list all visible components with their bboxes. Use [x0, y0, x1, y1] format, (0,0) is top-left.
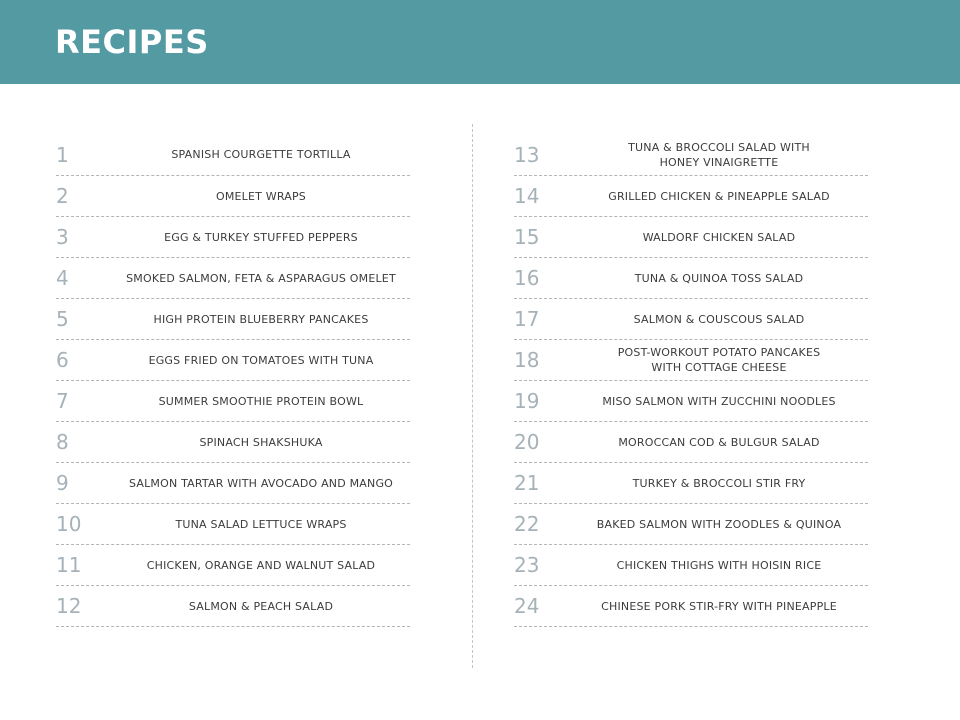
- recipe-row: [56, 176, 410, 217]
- recipe-number: 16: [514, 266, 540, 290]
- recipe-name: CHICKEN, ORANGE AND WALNUT SALAD: [146, 558, 376, 572]
- recipe-number: 24: [514, 594, 540, 618]
- recipe-number: 21: [514, 471, 540, 495]
- recipe-name: HIGH PROTEIN BLUEBERRY PANCAKES: [153, 312, 369, 326]
- recipe-row: [514, 586, 868, 627]
- recipe-row: [56, 340, 410, 381]
- recipe-name: TUNA & QUINOA TOSS SALAD: [634, 271, 804, 285]
- recipe-name: BAKED SALMON WITH ZOODLES & QUINOA: [596, 517, 842, 531]
- recipe-row: [56, 463, 410, 504]
- recipe-name: TURKEY & BROCCOLI STIR FRY: [632, 476, 806, 490]
- recipe-number: 22: [514, 512, 540, 536]
- recipe-name: MOROCCAN COD & BULGUR SALAD: [618, 435, 820, 449]
- recipe-number: 5: [56, 307, 69, 331]
- recipe-number: 7: [56, 389, 69, 413]
- page-title: RECIPES: [55, 23, 209, 61]
- recipe-name: CHICKEN THIGHS WITH HOISIN RICE: [616, 558, 822, 572]
- recipe-name: OMELET WRAPS: [215, 189, 306, 203]
- recipe-list-left: [56, 134, 410, 627]
- recipe-number: 20: [514, 430, 540, 454]
- recipe-number: 18: [514, 348, 540, 372]
- recipe-number: 3: [56, 225, 69, 249]
- header-bar: [0, 0, 960, 84]
- recipe-name: EGGS FRIED ON TOMATOES WITH TUNA: [148, 353, 374, 367]
- recipe-number: 2: [56, 184, 69, 208]
- recipe-row: [514, 422, 868, 463]
- recipe-name: GRILLED CHICKEN & PINEAPPLE SALAD: [608, 189, 830, 203]
- recipe-number: 9: [56, 471, 69, 495]
- recipe-row: [514, 504, 868, 545]
- recipe-row: [56, 586, 410, 627]
- recipe-name: MISO SALMON WITH ZUCCHINI NOODLES: [602, 394, 836, 408]
- recipe-list-right: [514, 134, 868, 627]
- recipe-row: [56, 134, 410, 176]
- recipe-row: [514, 381, 868, 422]
- recipe-name: WALDORF CHICKEN SALAD: [642, 230, 796, 244]
- recipe-row: [56, 217, 410, 258]
- recipe-row: [56, 381, 410, 422]
- recipe-number: 1: [56, 142, 69, 167]
- recipe-number: 13: [514, 142, 540, 167]
- recipe-name: SUMMER SMOOTHIE PROTEIN BOWL: [158, 394, 364, 408]
- recipe-name: SALMON & COUSCOUS SALAD: [633, 312, 805, 326]
- column-divider: [472, 124, 473, 668]
- recipe-name: CHINESE PORK STIR-FRY WITH PINEAPPLE: [601, 599, 837, 613]
- recipe-number: 4: [56, 266, 69, 290]
- recipe-name: POST-WORKOUT POTATO PANCAKES WITH COTTAGE CHEESE: [617, 346, 821, 374]
- recipe-name: SPINACH SHAKSHUKA: [199, 435, 323, 449]
- recipe-row: [514, 299, 868, 340]
- recipe-row: [514, 545, 868, 586]
- recipe-name: SALMON TARTAR WITH AVOCADO AND MANGO: [128, 476, 394, 490]
- recipe-row: [56, 422, 410, 463]
- recipe-number: 19: [514, 389, 540, 413]
- recipe-name: SPANISH COURGETTE TORTILLA: [171, 148, 351, 161]
- recipe-name: SMOKED SALMON, FETA & ASPARAGUS OMELET: [126, 271, 396, 285]
- recipe-number: 12: [56, 594, 82, 618]
- recipe-number: 15: [514, 225, 540, 249]
- recipe-row: [56, 299, 410, 340]
- recipe-number: 10: [56, 512, 82, 536]
- recipe-number: 17: [514, 307, 540, 331]
- recipe-name: TUNA SALAD LETTUCE WRAPS: [175, 517, 347, 531]
- recipe-number: 6: [56, 348, 69, 372]
- recipe-row: [514, 134, 868, 176]
- recipe-number: 8: [56, 430, 69, 454]
- recipe-number: 11: [56, 553, 82, 577]
- recipe-number: 23: [514, 553, 540, 577]
- recipe-name: SALMON & PEACH SALAD: [188, 599, 334, 613]
- recipe-row: [514, 463, 868, 504]
- recipe-row: [514, 217, 868, 258]
- recipe-number: 14: [514, 184, 540, 208]
- recipe-row: [514, 340, 868, 381]
- recipe-row: [56, 258, 410, 299]
- recipe-row: [514, 176, 868, 217]
- recipe-name: EGG & TURKEY STUFFED PEPPERS: [164, 230, 358, 244]
- recipe-row: [56, 504, 410, 545]
- recipe-row: [56, 545, 410, 586]
- recipe-row: [514, 258, 868, 299]
- recipe-name: TUNA & BROCCOLI SALAD WITH HONEY VINAIGRETTE: [628, 140, 810, 169]
